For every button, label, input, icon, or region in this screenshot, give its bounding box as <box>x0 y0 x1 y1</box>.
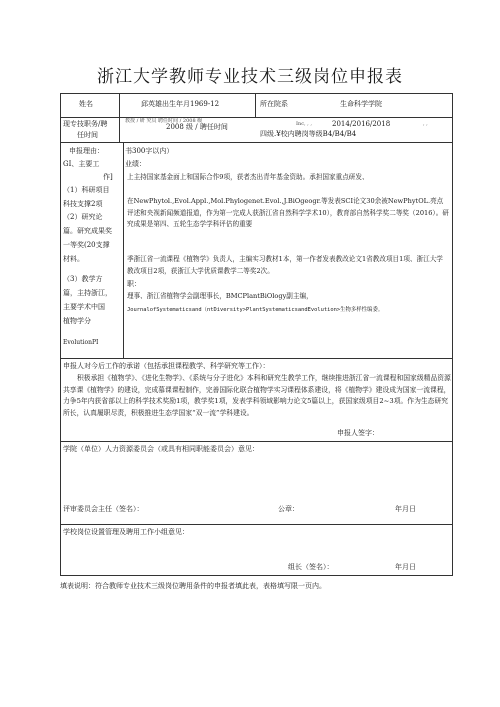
school-date-label: 年月日 <box>395 563 416 571</box>
content-5: 职： <box>127 280 141 288</box>
side-label-1: GI、主要工 <box>63 160 100 168</box>
side-label-10: 篇，主持浙江， <box>63 289 112 297</box>
hr-date-label: 年月日 <box>395 505 416 513</box>
side-label-8: 材料。 <box>63 255 84 263</box>
application-form <box>60 93 453 576</box>
content-4: 季浙江省一流课程《植物学》负责人，主编实习教材1本，第一作者发表教改论文1省教改项目1项、浙江大学教改项目2项，获浙江大学优质课教学二等奖2次。 <box>127 255 443 275</box>
content-1: 业绩： <box>125 160 146 168</box>
side-label-9: （3）教学方 <box>63 275 103 283</box>
faint-text-1: 教授 / 研 究员 聘任时间 / 2008 级 <box>125 118 203 124</box>
side-label-7: 一等奖(20支撑 <box>63 241 110 249</box>
side-label-2: 作] <box>103 173 113 181</box>
col-divider-main <box>123 142 124 358</box>
form-title: 浙江大学教师专业技术三级岗位申报表 <box>97 67 403 87</box>
title-label-b: 任时间 <box>77 131 98 139</box>
applicant-signature-label: 申报人签字： <box>337 429 379 437</box>
rule-row2 <box>61 142 452 143</box>
side-label-11: 主要学术中国 <box>63 303 105 311</box>
faint-text-3: , , <box>423 121 428 127</box>
school-opinion-heading: 学校岗位设置管理及聘用工作小组意见： <box>63 528 189 536</box>
col-divider-mid <box>255 94 256 117</box>
group-leader-signature: 组长（签名）： <box>288 563 334 571</box>
hr-opinion-heading: 学院（单位）人力资源委员会（或具有相同职能委员会）意见： <box>63 445 259 453</box>
commitment-heading: 申报人对今后工作的承诺（包括承担课程教学、科学研究等工作）： <box>63 362 270 370</box>
side-label-13: EvolutionPI <box>63 339 99 346</box>
faint-text-2: Inc, , , <box>296 121 312 127</box>
side-label-0: 申报理由： <box>69 147 104 155</box>
title-label-a: 现专技职务/聘 <box>63 120 108 128</box>
side-label-6: 篇。研究成果奖 <box>63 227 112 235</box>
name-label: 姓名 <box>79 100 93 108</box>
dept-label: 所在院系 <box>260 100 288 108</box>
content-7: JournalofSystematicsand（ntDiversity>PlantSystematicsandEvolution>生物多样性编委。 <box>127 307 384 313</box>
hire-time-overlap: 2008 级 / 聘任时间 <box>166 123 228 131</box>
form-footnote: 填表说明：符合教师专业技术三级岗位聘用条件的申报者填此表，表格填写限一页内。 <box>60 582 326 590</box>
content-0: 书300字以内） <box>125 147 174 155</box>
side-label-5: （2）研究论 <box>63 213 103 221</box>
official-seal-label: 公章： <box>278 505 299 513</box>
content-3: 在NewPhytol.,Evol.Appl.,Mol.Phylogenet.Evol.,J.BiOgeogr.等发表SCI论文30余被NewPhytOL.亮点评述和央视新闻频道报道，作为第一完成人获浙江省自然科学学术10），教育部自然科学奖二等奖（2016）。研究成果是第四、五轮生态学学科评估的重要 <box>127 197 449 228</box>
commitment-body: 积极承担《植物学》、《进化生物学》、《系统与分子进化》本科和研究生教学工作，继续推进浙江省一流课程和国家级精品资源共享课《植物学》的建设，完成慕课课程制作，完善国际化联合植物学实习课程体系建设，将《植物学》建设成为国家一流课程，力争5年内获省部以上的科学技术奖励1项，教学奖1项，发表学科领域影响力论文5篇以上，获国家级项目2~3项。作为生态研究所长，认真履职尽责，积极推进生态学国家“双一流”学科建设。 <box>63 374 451 417</box>
hire-years: 2014/2016/2018 <box>332 120 391 128</box>
committee-chair-signature: 评审委员会主任（签名）： <box>63 505 144 513</box>
col-divider-label <box>119 94 120 142</box>
post-level: 四级.¥校内聘岗等级B4/B4/B4 <box>260 130 357 138</box>
side-label-3: （1）科研项目 <box>63 186 110 194</box>
rule-hr <box>61 524 452 525</box>
side-label-12: 植物学分 <box>63 317 91 325</box>
name-birth-value: 邱英雄出生年月1969-12 <box>141 100 220 108</box>
content-6: 理事、浙江省植物学会副理事长，BMCPlantBiOlogy副主编， <box>127 292 313 300</box>
rule-main <box>61 358 452 359</box>
side-label-4: 科技支撑2项 <box>63 200 103 208</box>
dept-value: 生命科学学院 <box>340 100 382 108</box>
content-2: 上主持国家基金面上和国际合作9项，获者杰出青年基金资助。承担国家重点研发、 <box>127 173 369 181</box>
rule-commitment <box>61 441 452 442</box>
